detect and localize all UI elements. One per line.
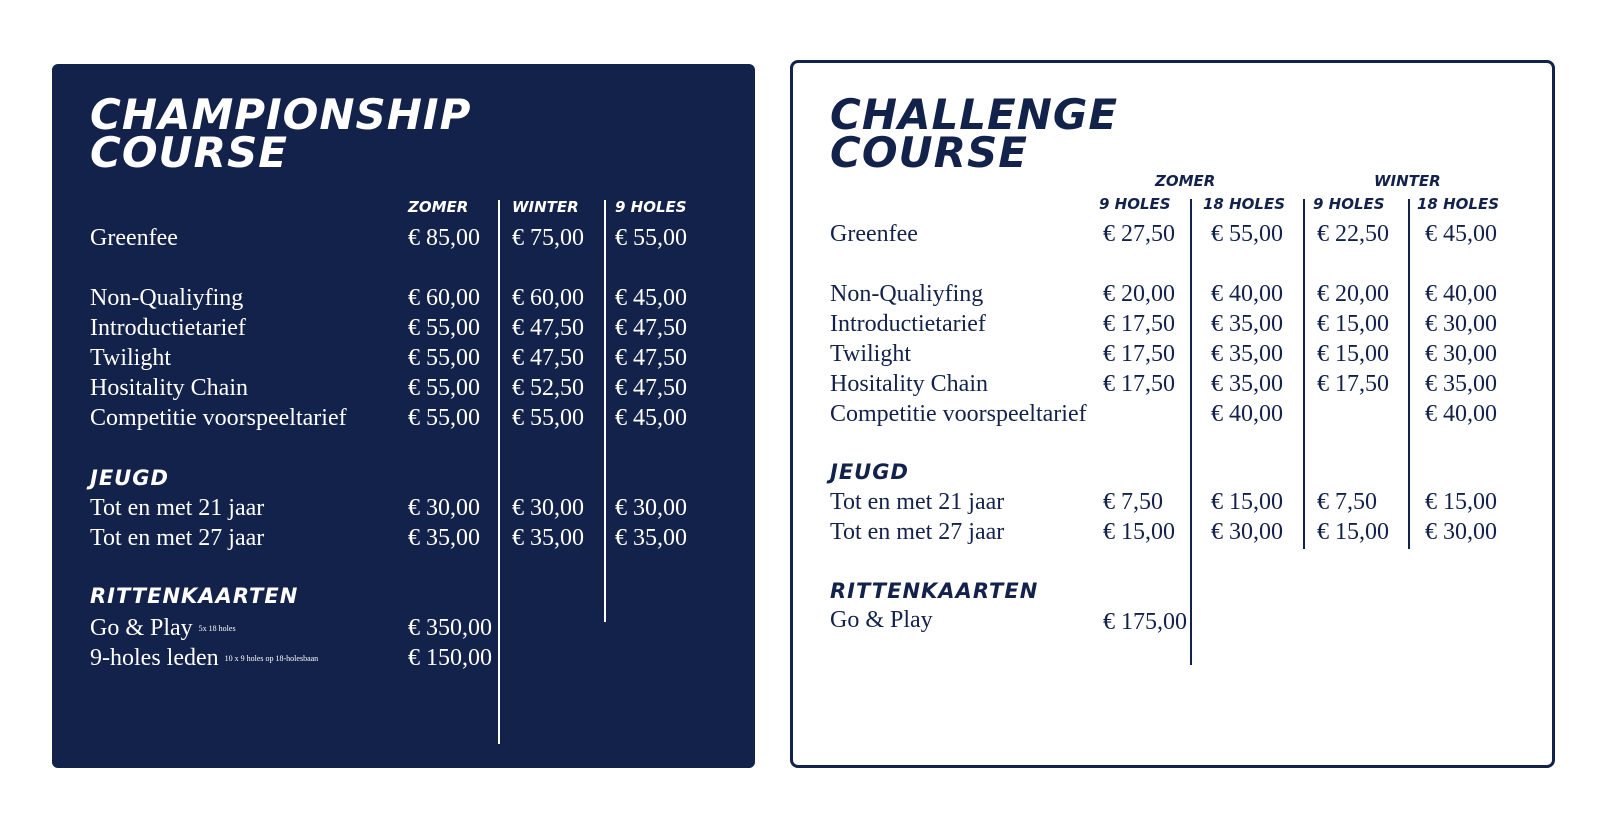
section-heading-rittenkaarten: RITTENKAARTEN <box>830 579 1039 603</box>
column-divider <box>1190 199 1192 665</box>
row-label: Competitie voorspeeltarief <box>830 401 1087 427</box>
price-cell: € 55,00 <box>408 345 480 371</box>
price-cell: € 47,50 <box>615 315 687 341</box>
ticket-label: 9-holes leden <box>90 645 219 671</box>
challenge-title-line2: COURSE <box>830 128 1028 177</box>
challenge-title <box>830 90 1119 177</box>
price-cell: € 20,00 <box>1317 281 1389 307</box>
price-cell: € 47,50 <box>615 375 687 401</box>
price-cell: € 60,00 <box>512 285 584 311</box>
championship-title <box>90 90 472 177</box>
price-cell: € 55,00 <box>408 315 480 341</box>
row-label: Tot en met 27 jaar <box>830 519 1005 545</box>
section-heading-jeugd: JEUGD <box>830 460 909 484</box>
row-label: Non-Qualiyfing <box>830 281 984 307</box>
price-cell: € 35,00 <box>408 525 480 551</box>
price-cell: € 30,00 <box>1211 519 1283 545</box>
price-cell: € 60,00 <box>408 285 480 311</box>
price-cell: € 52,50 <box>512 375 584 401</box>
row-label: Introductietarief <box>830 311 986 337</box>
price-cell: € 17,50 <box>1103 341 1175 367</box>
header-18-holes: 18 HOLES <box>1203 195 1286 213</box>
price-cell: € 35,00 <box>1211 341 1283 367</box>
price-cell: € 15,00 <box>1317 519 1389 545</box>
price-cell: € 35,00 <box>1211 371 1283 397</box>
price-cell: € 55,00 <box>408 375 480 401</box>
price-cell: € 47,50 <box>512 315 584 341</box>
row-label: Tot en met 27 jaar <box>90 525 265 551</box>
row-label: Tot en met 21 jaar <box>90 495 265 521</box>
section-heading-rittenkaarten: RITTENKAARTEN <box>90 584 299 608</box>
header-zomer: ZOMER <box>408 198 469 216</box>
row-label: Hositality Chain <box>90 375 248 401</box>
column-divider <box>498 200 500 744</box>
row-label: Twilight <box>90 345 171 371</box>
header-9-holes: 9 HOLES <box>615 198 687 216</box>
price-cell: € 85,00 <box>408 225 480 251</box>
price-cell: € 17,50 <box>1317 371 1389 397</box>
price-cell: € 40,00 <box>1211 401 1283 427</box>
price-cell: € 35,00 <box>1211 311 1283 337</box>
column-divider <box>604 200 606 622</box>
price-cell: € 15,00 <box>1211 489 1283 515</box>
championship-course-panel <box>52 64 755 768</box>
price-cell: € 17,50 <box>1103 311 1175 337</box>
price-cell: € 7,50 <box>1103 489 1163 515</box>
header-winter: WINTER <box>512 198 579 216</box>
price-cell: € 30,00 <box>1425 341 1497 367</box>
row-label: Greenfee <box>830 221 918 247</box>
championship-title-line1: CHAMPIONSHIP <box>90 90 472 139</box>
row-label: Tot en met 21 jaar <box>830 489 1005 515</box>
price-cell: € 40,00 <box>1425 281 1497 307</box>
price-cell: € 45,00 <box>615 285 687 311</box>
price-cell: € 7,50 <box>1317 489 1377 515</box>
price-cell: € 55,00 <box>615 225 687 251</box>
price-cell: € 35,00 <box>1425 371 1497 397</box>
price-cell: € 47,50 <box>615 345 687 371</box>
row-label: Non-Qualiyfing <box>90 285 244 311</box>
price-cell: € 40,00 <box>1211 281 1283 307</box>
row-label: Go & Play <box>830 607 933 633</box>
price-cell: € 15,00 <box>1103 519 1175 545</box>
row-label: Twilight <box>830 341 911 367</box>
price-cell: € 20,00 <box>1103 281 1175 307</box>
price-cell: € 30,00 <box>512 495 584 521</box>
price-cell: € 350,00 <box>408 615 492 641</box>
ticket-label: Go & Play <box>90 615 193 641</box>
row-label: Competitie voorspeeltarief <box>90 405 347 431</box>
price-cell: € 175,00 <box>1103 609 1187 635</box>
championship-title-line2: COURSE <box>90 128 288 177</box>
row-label <box>90 614 236 643</box>
price-cell: € 150,00 <box>408 645 492 671</box>
price-cell: € 55,00 <box>1211 221 1283 247</box>
price-cell: € 47,50 <box>512 345 584 371</box>
price-cell: € 30,00 <box>615 495 687 521</box>
header-9-holes: 9 HOLES <box>1313 195 1385 213</box>
price-cell: € 22,50 <box>1317 221 1389 247</box>
row-label <box>90 644 318 673</box>
header-18-holes: 18 HOLES <box>1417 195 1500 213</box>
price-cell: € 55,00 <box>408 405 480 431</box>
price-cell: € 45,00 <box>615 405 687 431</box>
challenge-title-line1: CHALLENGE <box>830 90 1119 139</box>
price-cell: € 35,00 <box>615 525 687 551</box>
row-label: Introductietarief <box>90 315 246 341</box>
ticket-note: 5x 18 holes <box>198 624 236 634</box>
group-header-zomer: ZOMER <box>1155 172 1216 190</box>
price-cell: € 35,00 <box>512 525 584 551</box>
price-cell: € 15,00 <box>1317 341 1389 367</box>
group-header-winter: WINTER <box>1374 172 1441 190</box>
price-cell: € 30,00 <box>408 495 480 521</box>
column-divider <box>1303 199 1305 549</box>
price-cell: € 30,00 <box>1425 311 1497 337</box>
ticket-note: 10 x 9 holes op 18-holesbaan <box>224 654 319 664</box>
column-divider <box>1408 199 1410 549</box>
section-heading-jeugd: JEUGD <box>90 466 169 490</box>
header-9-holes: 9 HOLES <box>1099 195 1171 213</box>
price-cell: € 17,50 <box>1103 371 1175 397</box>
price-cell: € 55,00 <box>512 405 584 431</box>
price-cell: € 15,00 <box>1317 311 1389 337</box>
price-cell: € 27,50 <box>1103 221 1175 247</box>
row-label: Hositality Chain <box>830 371 988 397</box>
price-cell: € 45,00 <box>1425 221 1497 247</box>
challenge-course-panel <box>790 60 1555 768</box>
price-cell: € 75,00 <box>512 225 584 251</box>
price-cell: € 30,00 <box>1425 519 1497 545</box>
price-cell: € 40,00 <box>1425 401 1497 427</box>
price-cell: € 15,00 <box>1425 489 1497 515</box>
row-label: Greenfee <box>90 225 178 251</box>
